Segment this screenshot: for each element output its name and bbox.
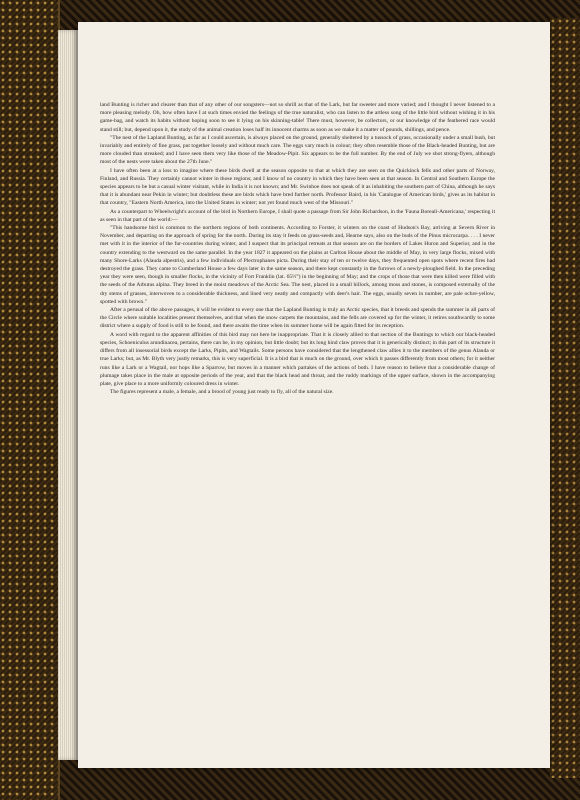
paragraph-7: A word with regard to the apparent affinities of this bird may not here be inappropriate. That it is closely allied to that section of the Buntings to which our black-headed species, Schoeniculus arundinacea, pertains, there can be, in my opinion, but little doubt; but its long hind claw proves that it is generically distinct; in this part of its structure it differs from all insessorial birds except the Larks, Pipits, and Wagtails. Some persons have considered that the lengthened claw allies it to the members of the genus Alauda or true Larks; but, as Mr. Blyth very justly remarks, this is very superficial. It is a bird that is much on the ground, over which it passes differently from most others; for it neither runs like a Lark or a Wagtail, nor hops like a Sparrow, but moves in a manner which partakes of the actions of both. I have reason to believe that a considerable change of plumage takes place in the male at opposite periods of the year, and that the black head and throat, and the ruddy markings of the upper surface, shown in the accompanying plate, give place to a more uniformly coloured dress in winter. [100, 331, 495, 387]
ornamental-right-border [550, 18, 580, 778]
paragraph-2: "The nest of the Lapland Bunting, as far as I could ascertain, is always placed on the ground, generally sheltered by a tussock of grass, occasionally under a small bush, but invariably and entirely of fine grass, put together loosely and without much care. The eggs vary much in colour; they often resemble those of the Black-headed Bunting, but are more clouded than streaked; and I have seen them very like those of the Meadow-Pipit. Six appears to be the full number. By the end of July we shot strong-flyers, although most of the nests were taken about the 27th June." [100, 134, 495, 166]
paragraph-3: I have often been at a loss to imagine where these birds dwell at the season opposite to that at which they are seen on the Quickinck fells and other parts of Norway, Finland, and Russia. They certainly cannot winter in those regions; and I know of no country in which they have been seen at that season. In Central and Southern Europe the species appears to be but a casual winter visitant, while in India it is not known; and Mr. Swinhoe does not speak of it as inhabiting the southern part of China, although he says that it is abundant near Pekin in winter; but doubtless these are birds which have bred further north. Professor Baird, in his 'Catalogue of American birds,' gives as its habitat in that country, "Eastern North America, into the United States in winter; not yet found much west of the Missouri." [100, 167, 495, 207]
paragraph-1: land Bunting is richer and clearer than that of any other of our songsters—not so shrill as that of the Lark, but far sweeter and more varied; and I thought I never listened to a more pleasing melody. Oh, how often have I at such times envied the feelings of the true naturalist, who can listen to the artless song of the little bird without wishing it in his game-bag, and watch its habits without hoping soon to see it lying on his skinning-table! There must, however, be collectors, or our knowledge of the feathered race would stand still; but, depend upon it, the study of the animal creation loses half its innocent charms as soon as we make it a matter of pounds, shillings, and pence. [100, 102, 495, 133]
paragraph-6: After a perusal of the above passages, it will be evident to every one that the Lapland Bunting is truly an Arctic species, that it breeds and spends the summer in all parts of the Circle where suitable localities present themselves, and that when the snow carpets the mountains, and the fells are covered up for the winter, it retires southwardly to some district where a supply of food is still to be found, and there awaits the time when its summer home will be again fitted for its reception. [100, 307, 495, 330]
ornamental-left-border [0, 0, 60, 800]
paragraph-5: "This handsome bird is common to the northern regions of both continents. According to Forster, it winters on the coast of Hudson's Bay, arriving at Severn River in November, and departing on the approach of spring for the north. During its stay it feeds on grass-seeds and, Hearne says, also on the buds of the Pinus microcarpa. . . . I never met with it in the interior of the fur-countries during winter, and I suspect that its principal retreats at that season are on the borders of Lakes Huron and Superior, and in the country extending to the westward on the same parallel. In the year 1827 it appeared on the plains at Carlton House about the middle of May, in very large flocks, mixed with many Shore-Larks (Alauda alpestris), and a few individuals of Plectrophanes picta. During their stay of ten or twelve days, they frequented open spots where recent fires had destroyed the grass. They came to Cumberland House a few days later in the same season, and there kept constantly in the furrows of a newly-ploughed field. In the preceding year they were seen, though in smaller flocks, in the vicinity of Fort Franklin (lat. 65½°) in the beginning of May; and the crops of those that were then killed were filled with the seeds of the Arbutus alpina. They breed in the moist meadows of the Arctic Sea. The nest, placed in a small hillock, among moss and stones, is composed externally of the dry stems of grasses, interwoven to a considerable thickness, and lined very neatly and compactly with deer's hair. The eggs, usually seven in number, are pale ochre-yellow, spotted with brown." [100, 225, 495, 305]
paragraph-4: As a counterpart to Wheelwright's account of the bird in Northern Europe, I shall quote a passage from Sir John Richardson, in the 'Fauna Boreali-Americana,' respecting it as seen in that part of the world:— [100, 208, 495, 223]
page-stack-edge [58, 30, 78, 760]
page-text [100, 101, 495, 396]
paragraph-8: The figures represent a male, a female, and a brood of young just ready to fly, all of the natural size. [110, 389, 334, 396]
